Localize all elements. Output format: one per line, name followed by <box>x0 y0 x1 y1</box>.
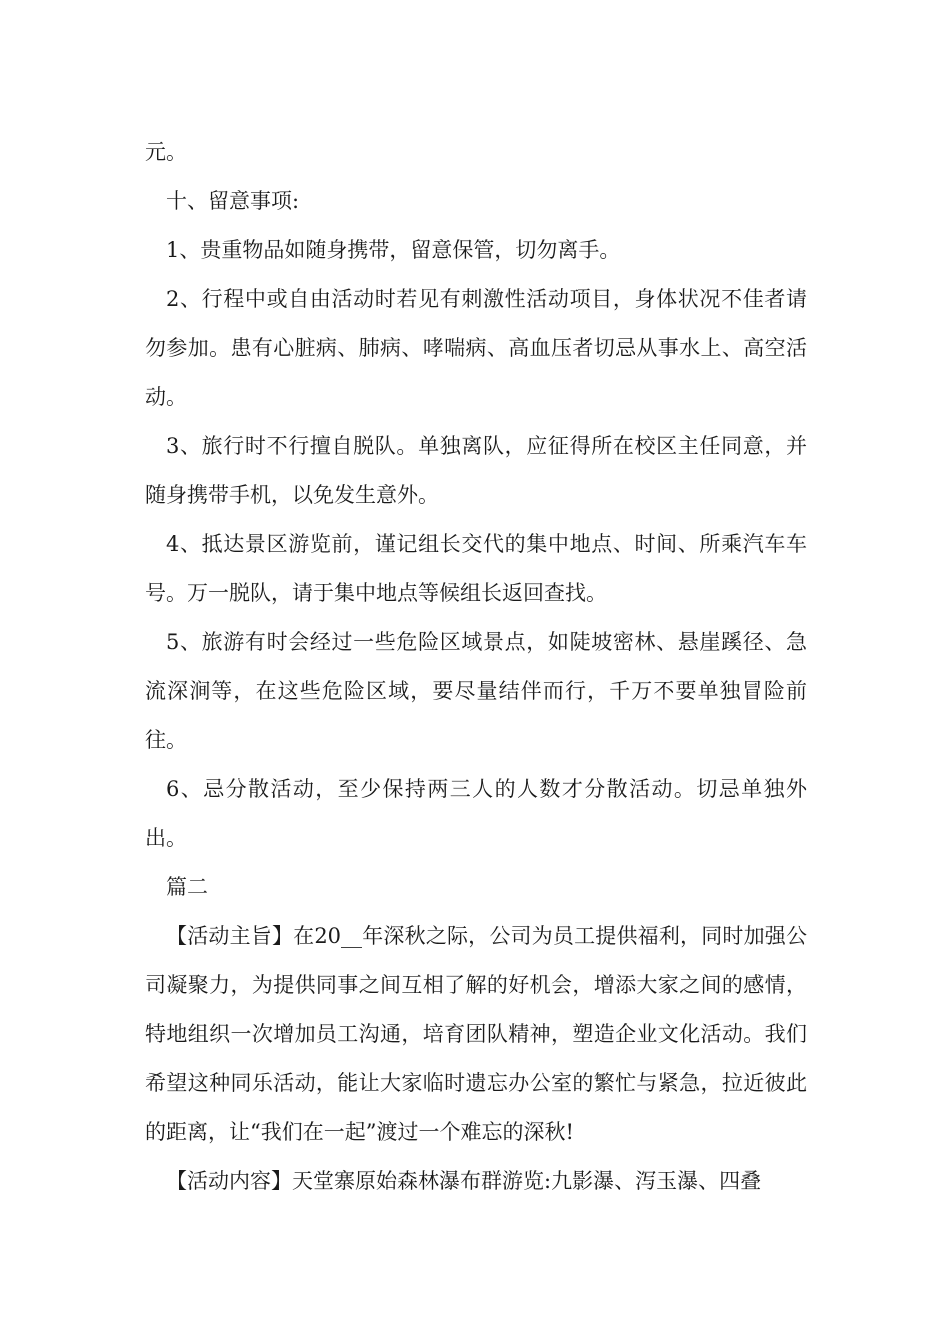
paragraph-continuation: 元。 <box>145 140 187 164</box>
notes-item-1: 1、贵重物品如随身携带，留意保管，切勿离手。 <box>166 238 621 262</box>
notes-item-3: 3、旅行时不行擅自脱队。单独离队，应征得所在校区主任同意，并随身携带手机，以免发生意外。 <box>145 434 807 507</box>
paragraph-activity-purpose: 【活动主旨】在20__年深秋之际，公司为员工提供福利，同时加强公司凝聚力，为提供同事之间互相了解的好机会，增添大家之间的感情，特地组织一次增加员工沟通，培育团队精神，塑造企业文化活动。我们希望这种同乐活动，能让大家临时遗忘办公室的繁忙与紧急，拉近彼此的距离，让“我们在一起”渡过一个难忘的深秋! <box>145 924 807 1144</box>
section-heading-notes: 十、留意事项: <box>166 189 300 213</box>
notes-item-5: 5、旅游有时会经过一些危险区域景点，如陡坡密林、悬崖蹊径、急流深涧等，在这些危险区域，要尽量结伴而行，千万不要单独冒险前往。 <box>145 630 807 752</box>
notes-item-2: 2、行程中或自由活动时若见有刺激性活动项目，身体状况不佳者请勿参加。患有心脏病、肺病、哮喘病、高血压者切忌从事水上、高空活动。 <box>145 287 807 409</box>
paragraph-activity-content: 【活动内容】天堂寨原始森林瀑布群游览:九影瀑、泻玉瀑、四叠 <box>166 1169 762 1193</box>
notes-item-6: 6、忌分散活动，至少保持两三人的人数才分散活动。切忌单独外出。 <box>145 777 807 850</box>
document-body <box>145 128 807 1206</box>
notes-item-4: 4、抵达景区游览前，谨记组长交代的集中地点、时间、所乘汽车车号。万一脱队，请于集中地点等候组长返回查找。 <box>145 532 807 605</box>
section-heading-part-two: 篇二 <box>166 875 208 899</box>
